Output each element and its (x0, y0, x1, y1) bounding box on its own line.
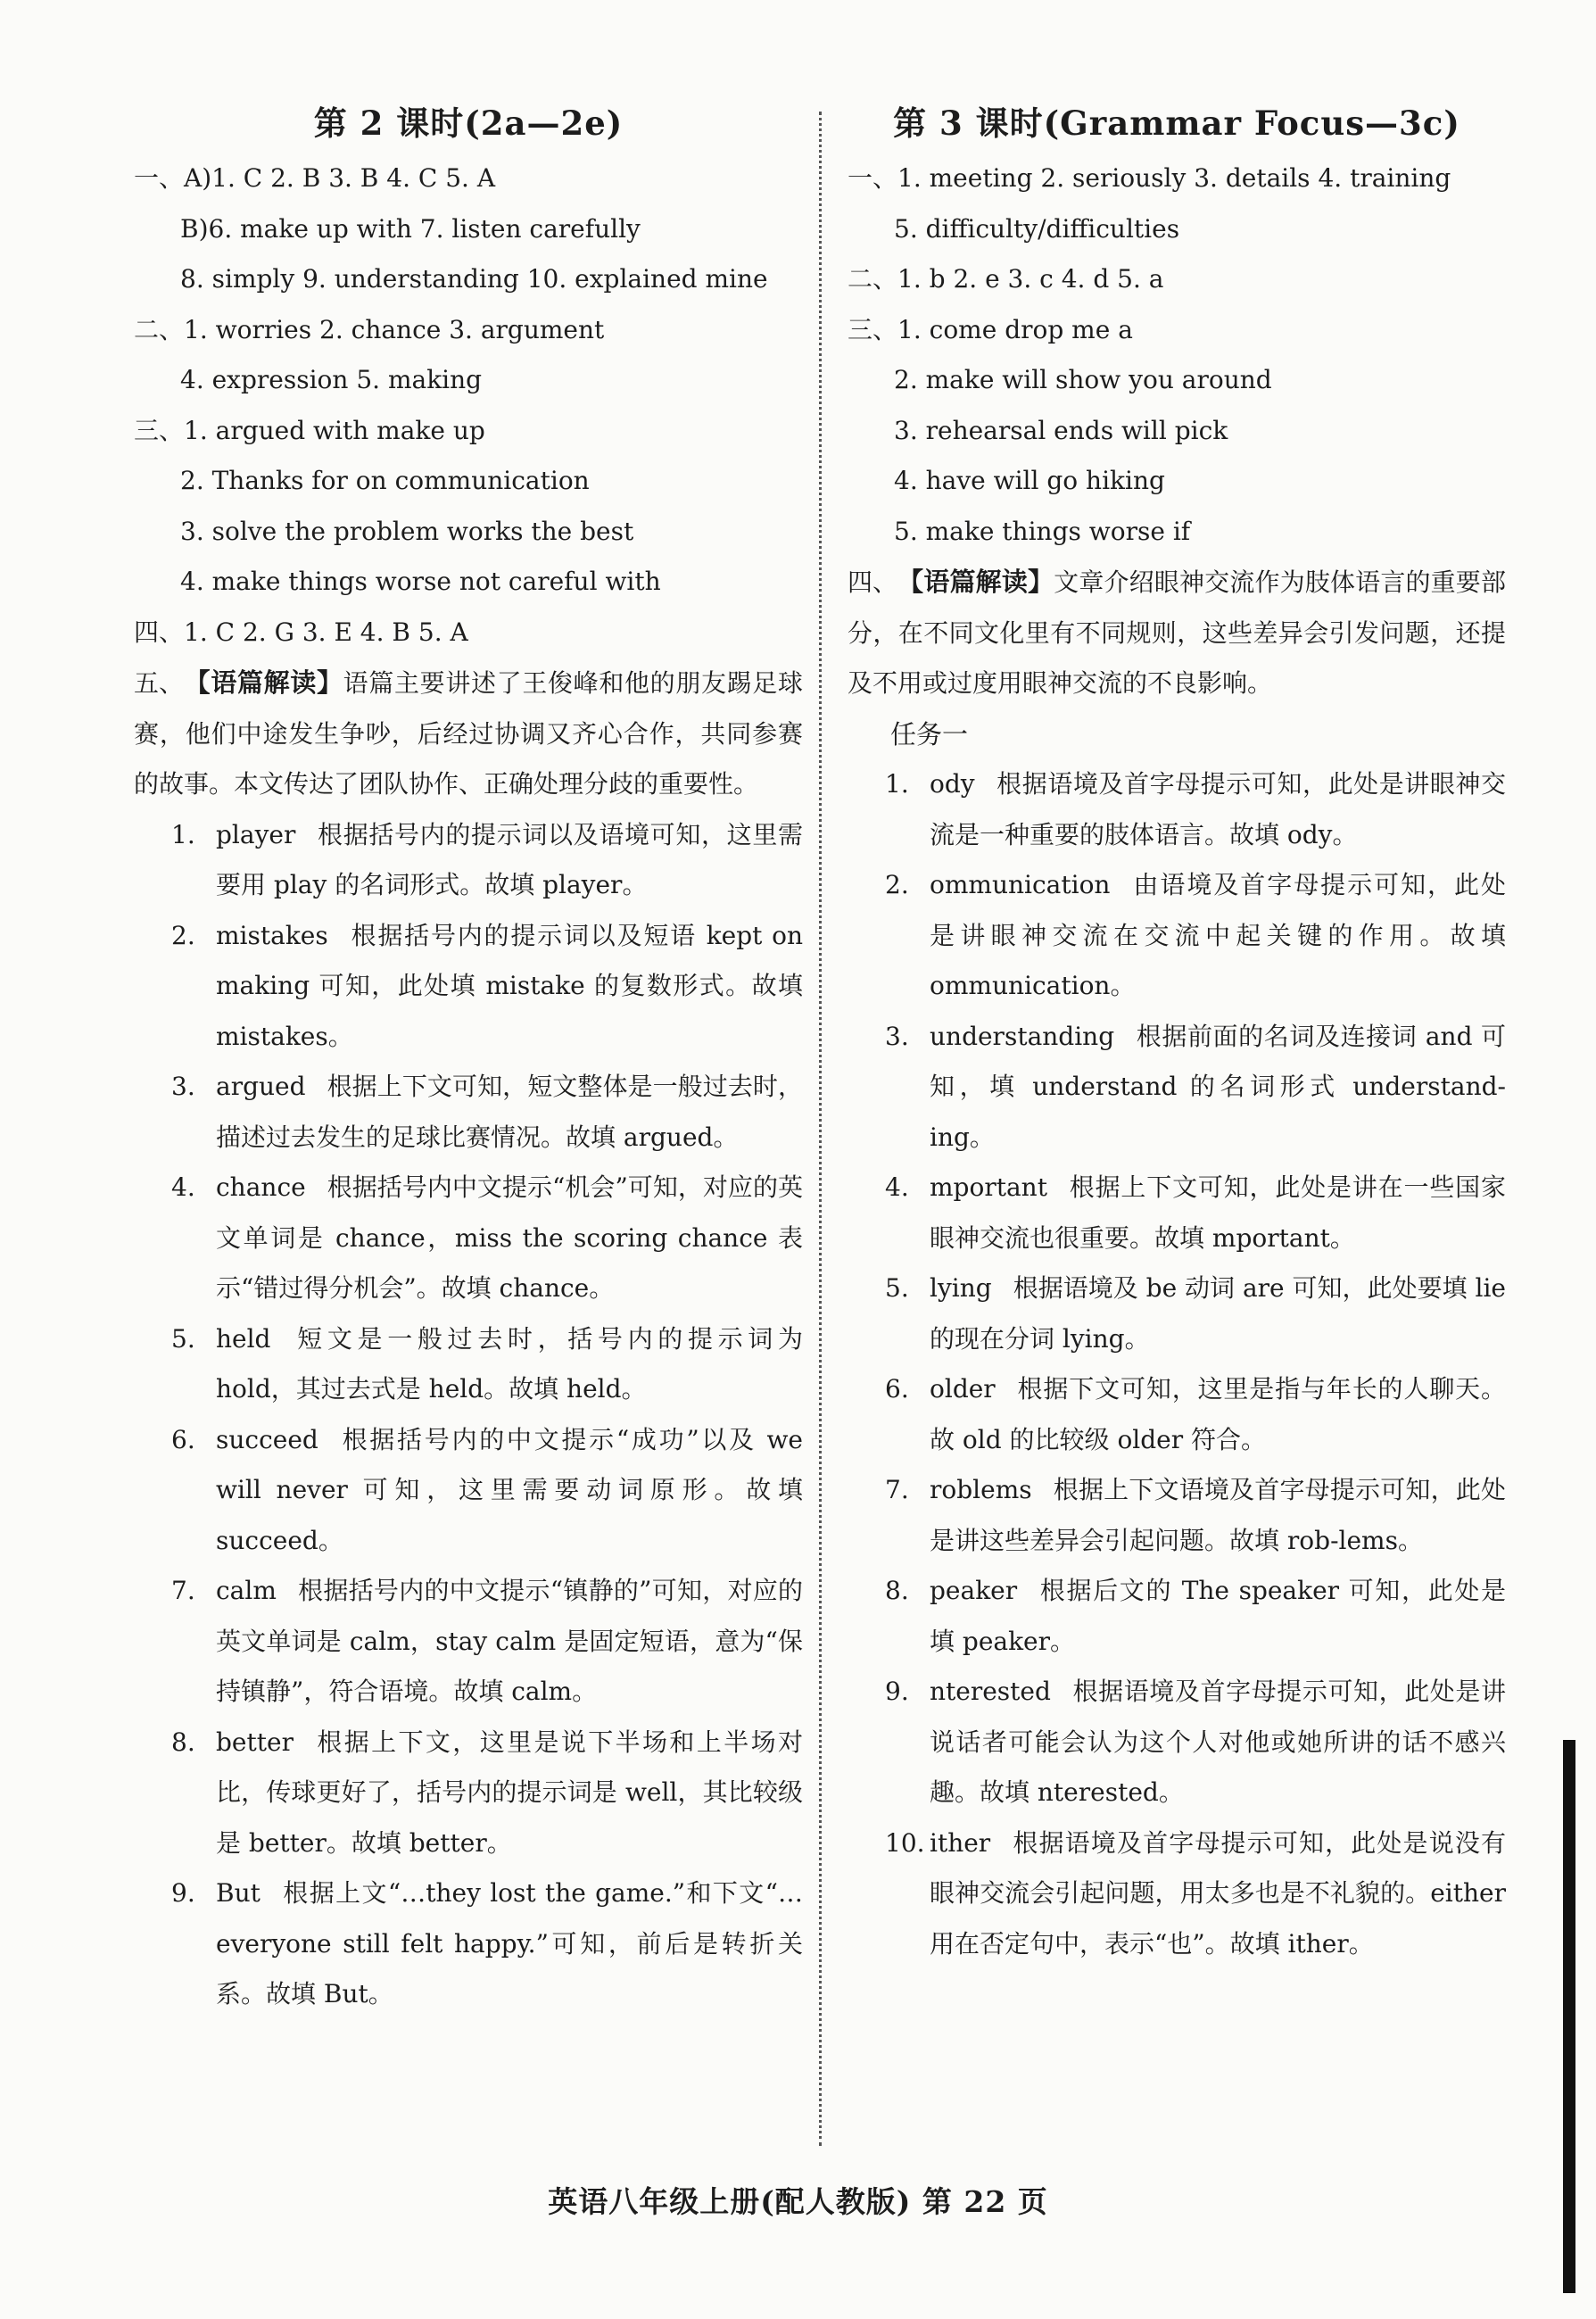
passage-analysis-tag: 【语篇解读】 (897, 567, 1054, 597)
lesson-title-left: 第 2 课时(2a—2e) (313, 104, 624, 143)
right-sec3-line-2: 2. make will show you around (894, 365, 1272, 394)
right-sec1-line-2: 5. difficulty/difficulties (894, 213, 1180, 244)
left-sec3-line-2: 2. Thanks for on communication (180, 466, 590, 495)
page-footer: 英语八年级上册(配人教版) 第 22 页 (548, 2184, 1048, 2219)
right-sec4-items (848, 759, 1506, 1969)
left-sec1-line-a: 一、A)1. C 2. B 3. B 4. C 5. A (134, 163, 496, 193)
left-sec1-line-b1: B)6. make up with 7. listen carefully (180, 213, 641, 244)
left-sec5-items (134, 810, 803, 2020)
right-sec3-line-5: 5. make things worse if (894, 516, 1191, 546)
right-sec4-intro: 四、【语篇解读】文章介绍眼神交流作为肢体语言的重要部分，在不同文化里有不同规则，这些差异会引发问题，还提及不用或过度用眼神交流的不良影响。 (848, 567, 1506, 698)
answer-item: 5. lying 根据语境及 be 动词 are 可知，此处要填 lie 的现在分词 lying。 (885, 1273, 1506, 1354)
answer-item: 2. mistakes 根据括号内的提示词以及短语 kept on making 可知，此处填 mistake 的复数形式。故填 mistakes。 (171, 920, 803, 1051)
answer-item: 10. ither 根据语境及首字母提示可知，此处是说没有眼神交流会引起问题，用太多也是不礼貌的。either 用在否定句中，表示“也”。故填 ither。 (885, 1827, 1506, 1959)
answer-item: 2. ommunication 由语境及首字母提示可知，此处是讲眼神交流在交流中起关键的作用。故填 ommunication。 (885, 870, 1506, 1000)
left-column (134, 96, 803, 2020)
left-sec2-line-1: 二、1. worries 2. chance 3. argument (134, 314, 605, 344)
passage-analysis-tag: 【语篇解读】 (184, 667, 343, 698)
answer-item: 5. held 短文是一般过去时，括号内的提示词为 hold，其过去式是 held。故填 held。 (171, 1323, 803, 1404)
answer-item: 1. ody 根据语境及首字母提示可知，此处是讲眼神交流是一种重要的肢体语言。故填 ody。 (885, 769, 1506, 849)
answer-item: 7. roblems 根据上下文语境及首字母提示可知，此处是讲这些差异会引起问题。故填 rob-lems。 (885, 1475, 1506, 1555)
answer-item: 3. understanding 根据前面的名词及连接词 and 可知，填 understand 的名词形式 understand-ing。 (885, 1021, 1506, 1152)
right-column (848, 96, 1506, 1969)
column-divider (819, 112, 822, 2146)
left-sec3-line-3: 3. solve the problem works the best (180, 516, 634, 546)
left-sec2-line-2: 4. expression 5. making (180, 365, 483, 394)
answer-item: 6. older 根据下文可知，这里是指与年长的人聊天。故 old 的比较级 older 符合。 (885, 1374, 1506, 1454)
right-sec3-line-3: 3. rehearsal ends will pick (894, 415, 1228, 445)
left-sec5-intro: 五、【语篇解读】语篇主要讲述了王俊峰和他的朋友踢足球赛，他们中途发生争吵，后经过协调又齐心合作，共同参赛的故事。本文传达了团队协作、正确处理分歧的重要性。 (134, 667, 803, 799)
left-sec4-line: 四、1. C 2. G 3. E 4. B 5. A (134, 617, 468, 647)
lesson-title-right: 第 3 课时(Grammar Focus—3c) (893, 104, 1460, 143)
task-heading: 任务一 (890, 718, 969, 750)
right-sec2-line: 二、1. b 2. e 3. c 4. d 5. a (848, 264, 1164, 294)
right-sec3-line-4: 4. have will go hiking (894, 466, 1165, 495)
left-sec3-line-1: 三、1. argued with make up (134, 415, 485, 445)
answer-item: 4. mportant 根据上下文可知，此处是讲在一些国家眼神交流也很重要。故填 mportant。 (885, 1172, 1506, 1253)
answer-item: 9. nterested 根据语境及首字母提示可知，此处是讲说话者可能会认为这个人对他或她所讲的话不感兴趣。故填 nterested。 (885, 1677, 1506, 1807)
right-sec1-line-1: 一、1. meeting 2. seriously 3. details 4. training (848, 163, 1451, 193)
right-sec3-line-1: 三、1. come drop me a (848, 314, 1133, 344)
answer-item: 8. peaker 根据后文的 The speaker 可知，此处是填 peaker。 (885, 1576, 1506, 1656)
answer-item: 7. calm 根据括号内的中文提示“镇静的”可知，对应的英文单词是 calm，stay calm 是固定短语，意为“保持镇静”，符合语境。故填 calm。 (171, 1576, 803, 1706)
left-sec1-line-b2: 8. simply 9. understanding 10. explained mine (180, 264, 768, 294)
answer-item: 6. succeed 根据括号内的中文提示“成功”以及 we will never 可知，这里需要动词原形。故填 succeed。 (171, 1424, 803, 1555)
answer-item: 4. chance 根据括号内中文提示“机会”可知，对应的英文单词是 chance，miss the scoring chance 表示“错过得分机会”。故填 chance。 (171, 1172, 803, 1303)
answer-item: 1. player 根据括号内的提示词以及语境可知，这里需要用 play 的名词形式。故填 player。 (171, 819, 803, 899)
answer-item: 3. argued 根据上下文可知，短文整体是一般过去时，描述过去发生的足球比赛情况。故填 argued。 (171, 1072, 803, 1152)
answer-item: 8. better 根据上下文，这里是说下半场和上半场对比，传球更好了，括号内的提示词是 well，其比较级是 better。故填 better。 (171, 1727, 803, 1858)
answer-item: 9. But 根据上文“…they lost the game.”和下文“…everyone still felt happy.”可知，前后是转折关系。故填 But。 (171, 1878, 803, 2008)
left-sec3-line-4: 4. make things worse not careful with (180, 567, 661, 596)
